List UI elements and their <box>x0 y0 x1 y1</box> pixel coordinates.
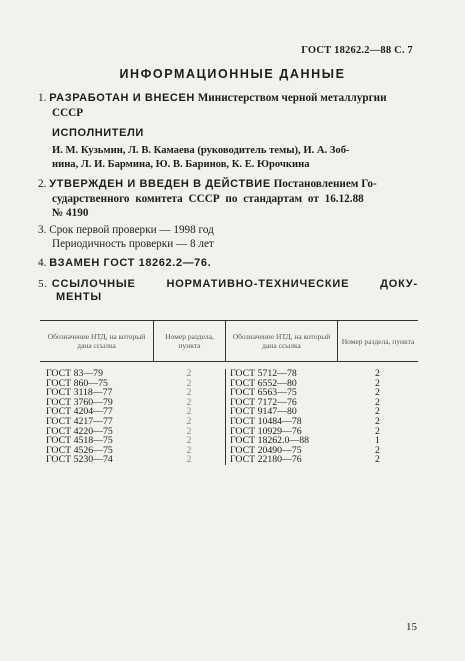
cell-doc-left: ГОСТ 4217—77 <box>46 415 113 427</box>
table-body <box>40 369 418 465</box>
table-header-section-left: Номер раздела, пункта <box>153 321 225 361</box>
performers-line-1: И. М. Кузьмин, Л. В. Камаева (руководитель темы), И. А. Зоб- <box>52 145 350 156</box>
item-5-word-1: ССЫЛОЧНЫЕ <box>51 278 136 290</box>
item-1 <box>38 92 387 104</box>
table-header-doc-right: Обозначение НТД, на который дана ссылка <box>225 321 337 361</box>
cell-section-right: 1 <box>375 435 380 447</box>
cell-doc-right: ГОСТ 20490—75 <box>230 444 302 456</box>
cell-doc-right: ГОСТ 5712—78 <box>230 368 297 379</box>
cell-section-right: 2 <box>375 387 380 399</box>
cell-section-right: 2 <box>375 444 380 456</box>
cell-doc-left: ГОСТ 860—75 <box>46 377 108 389</box>
cell-section-right: 2 <box>375 425 380 437</box>
item-2-caps: УТВЕРЖДЕН И ВВЕДЕН В ДЕЙСТВИЕ <box>49 178 271 190</box>
item-5 <box>38 278 418 303</box>
document-title: ИНФОРМАЦИОННЫЕ ДАННЫЕ <box>119 67 346 81</box>
item-1-text: Министерством черной металлургии <box>194 92 387 104</box>
item-3-number: 3. <box>38 224 47 236</box>
item-3-line-1: Срок первой проверки — 1998 год <box>49 224 214 236</box>
cell-doc-left: ГОСТ 4518—75 <box>46 435 113 447</box>
item-3 <box>38 224 214 236</box>
item-1-caps: РАЗРАБОТАН И ВНЕСЕН <box>49 92 195 104</box>
item-3-line-2: Периодичность проверки — 8 лет <box>52 238 214 250</box>
item-5-continuation: МЕНТЫ <box>56 291 102 303</box>
right-doc-column <box>225 369 337 465</box>
cell-section-left: 2 <box>186 425 192 437</box>
cell-section-right: 2 <box>375 396 380 408</box>
item-2-number: 2. <box>38 178 47 190</box>
table-header-doc-left: Обозначение НТД, на который дана ссылка <box>47 332 146 350</box>
cell-doc-right: ГОСТ 6552—80 <box>230 377 297 389</box>
cell-doc-left: ГОСТ 5230—74 <box>46 454 113 466</box>
references-table <box>40 320 418 465</box>
cell-doc-left: ГОСТ 83—79 <box>46 368 103 379</box>
table-header-row <box>40 321 418 362</box>
cell-doc-left: ГОСТ 4526—75 <box>46 444 113 456</box>
item-2 <box>38 178 377 190</box>
cell-section-right: 2 <box>375 368 380 379</box>
cell-section-right: 2 <box>375 377 380 389</box>
cell-section-left: 2 <box>186 406 192 418</box>
item-1-number: 1. <box>38 92 47 104</box>
item-2-line-2: сударственного комитета СССР по стандартам от 16.12.88 <box>52 193 364 205</box>
cell-section-left: 2 <box>186 435 192 447</box>
left-doc-column <box>40 369 153 465</box>
page-number: 15 <box>406 621 417 633</box>
page-header-reference: ГОСТ 18262.2—88 С. 7 <box>301 45 413 56</box>
cell-doc-left: ГОСТ 3760—79 <box>46 396 113 408</box>
cell-doc-right: ГОСТ 10484—78 <box>230 415 302 427</box>
item-2-text: Постановлением Го- <box>270 178 377 190</box>
item-4 <box>38 257 211 269</box>
cell-section-left: 2 <box>186 387 192 399</box>
item-4-number: 4. <box>38 257 47 269</box>
cell-section-left: 2 <box>186 444 192 456</box>
left-section-column <box>153 369 225 465</box>
item-5-word-2: НОРМАТИВНО-ТЕХНИЧЕСКИЕ <box>166 278 350 290</box>
cell-doc-left: ГОСТ 3118—77 <box>46 387 113 399</box>
cell-section-left: 2 <box>186 454 192 466</box>
cell-doc-left: ГОСТ 4204—77 <box>46 406 113 418</box>
cell-doc-right: ГОСТ 22180—76 <box>230 454 302 466</box>
item-5-word-3: ДОКУ- <box>380 278 418 290</box>
performers-line-2: нина, Л. И. Бармина, Ю. В. Баринов, К. Е. Юрочкина <box>52 159 310 170</box>
item-4-caps: ВЗАМЕН ГОСТ 18262.2—76. <box>49 257 212 269</box>
cell-section-left: 2 <box>186 368 192 379</box>
cell-section-right: 2 <box>375 454 380 466</box>
performers-heading: ИСПОЛНИТЕЛИ <box>52 127 144 139</box>
cell-section-left: 2 <box>186 396 192 408</box>
cell-doc-right: ГОСТ 7172—76 <box>230 396 297 408</box>
item-1-continuation: СССР <box>52 107 84 119</box>
cell-doc-right: ГОСТ 10929—76 <box>230 425 302 437</box>
item-2-line-3: № 4190 <box>52 207 89 219</box>
cell-section-left: 2 <box>186 415 192 427</box>
cell-doc-left: ГОСТ 4220—75 <box>46 425 113 437</box>
right-section-column <box>337 369 418 465</box>
cell-doc-right: ГОСТ 6563—75 <box>230 387 297 399</box>
cell-section-right: 2 <box>375 406 380 418</box>
cell-section-left: 2 <box>186 377 192 389</box>
cell-doc-right: ГОСТ 9147—80 <box>230 406 297 418</box>
cell-section-right: 2 <box>375 415 380 427</box>
cell-doc-right: ГОСТ 18262.0—88 <box>230 435 310 447</box>
table-header-section-right: Номер раздела, пункта <box>337 321 418 361</box>
item-5-number: 5. <box>38 278 48 290</box>
